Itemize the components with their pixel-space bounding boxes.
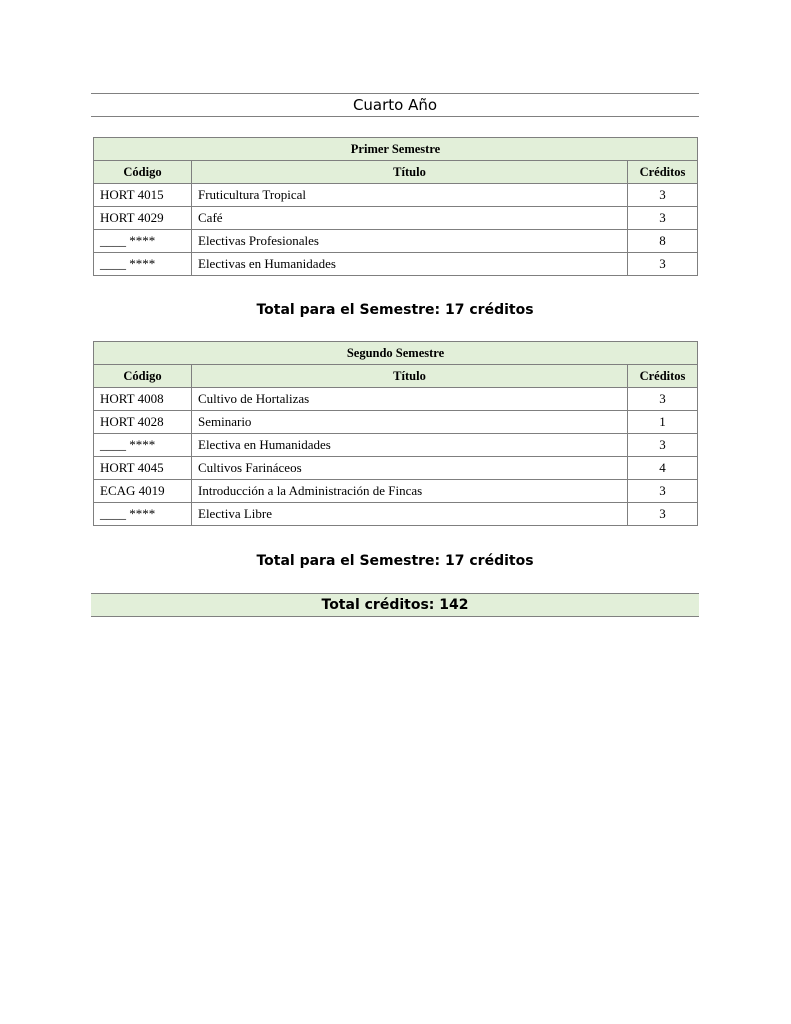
course-credits: 1 <box>628 411 698 434</box>
table-row <box>94 457 698 480</box>
course-title: Introducción a la Administración de Fincas <box>192 480 628 503</box>
semester-2-total: Total para el Semestre: 17 créditos <box>256 553 534 569</box>
course-credits: 3 <box>628 434 698 457</box>
course-code: HORT 4029 <box>94 207 192 230</box>
header-code: Código <box>94 365 192 388</box>
course-title: Electivas en Humanidades <box>192 253 628 276</box>
header-credits: Créditos <box>628 365 698 388</box>
semester-2-title: Segundo Semestre <box>94 342 698 365</box>
course-credits: 8 <box>628 230 698 253</box>
course-credits: 3 <box>628 480 698 503</box>
course-code: ____ **** <box>94 503 192 526</box>
table-row <box>94 503 698 526</box>
course-title: Cultivos Farináceos <box>192 457 628 480</box>
header-title: Título <box>192 161 628 184</box>
course-credits: 3 <box>628 503 698 526</box>
course-code: HORT 4015 <box>94 184 192 207</box>
semester-2-table <box>93 341 698 526</box>
table-row <box>94 230 698 253</box>
table-row <box>94 184 698 207</box>
course-code: ECAG 4019 <box>94 480 192 503</box>
semester-1-title: Primer Semestre <box>94 138 698 161</box>
course-credits: 3 <box>628 388 698 411</box>
course-code: HORT 4028 <box>94 411 192 434</box>
course-code: ____ **** <box>94 230 192 253</box>
course-title: Cultivo de Hortalizas <box>192 388 628 411</box>
semester-1-total: Total para el Semestre: 17 créditos <box>256 302 534 318</box>
table-row <box>94 388 698 411</box>
table-row <box>94 207 698 230</box>
course-title: Fruticultura Tropical <box>192 184 628 207</box>
course-title: Café <box>192 207 628 230</box>
header-credits: Créditos <box>628 161 698 184</box>
course-title: Seminario <box>192 411 628 434</box>
header-title: Título <box>192 365 628 388</box>
course-credits: 3 <box>628 207 698 230</box>
course-credits: 4 <box>628 457 698 480</box>
semester-1-table <box>93 137 698 276</box>
table-row <box>94 434 698 457</box>
course-code: ____ **** <box>94 434 192 457</box>
course-title: Electiva en Humanidades <box>192 434 628 457</box>
course-code: HORT 4008 <box>94 388 192 411</box>
course-code: ____ **** <box>94 253 192 276</box>
course-credits: 3 <box>628 253 698 276</box>
course-credits: 3 <box>628 184 698 207</box>
table-row <box>94 411 698 434</box>
course-title: Electiva Libre <box>192 503 628 526</box>
table-row <box>94 253 698 276</box>
header-code: Código <box>94 161 192 184</box>
grand-total: Total créditos: 142 <box>91 593 699 617</box>
course-code: HORT 4045 <box>94 457 192 480</box>
course-title: Electivas Profesionales <box>192 230 628 253</box>
year-heading: Cuarto Año <box>91 93 699 117</box>
table-row <box>94 480 698 503</box>
